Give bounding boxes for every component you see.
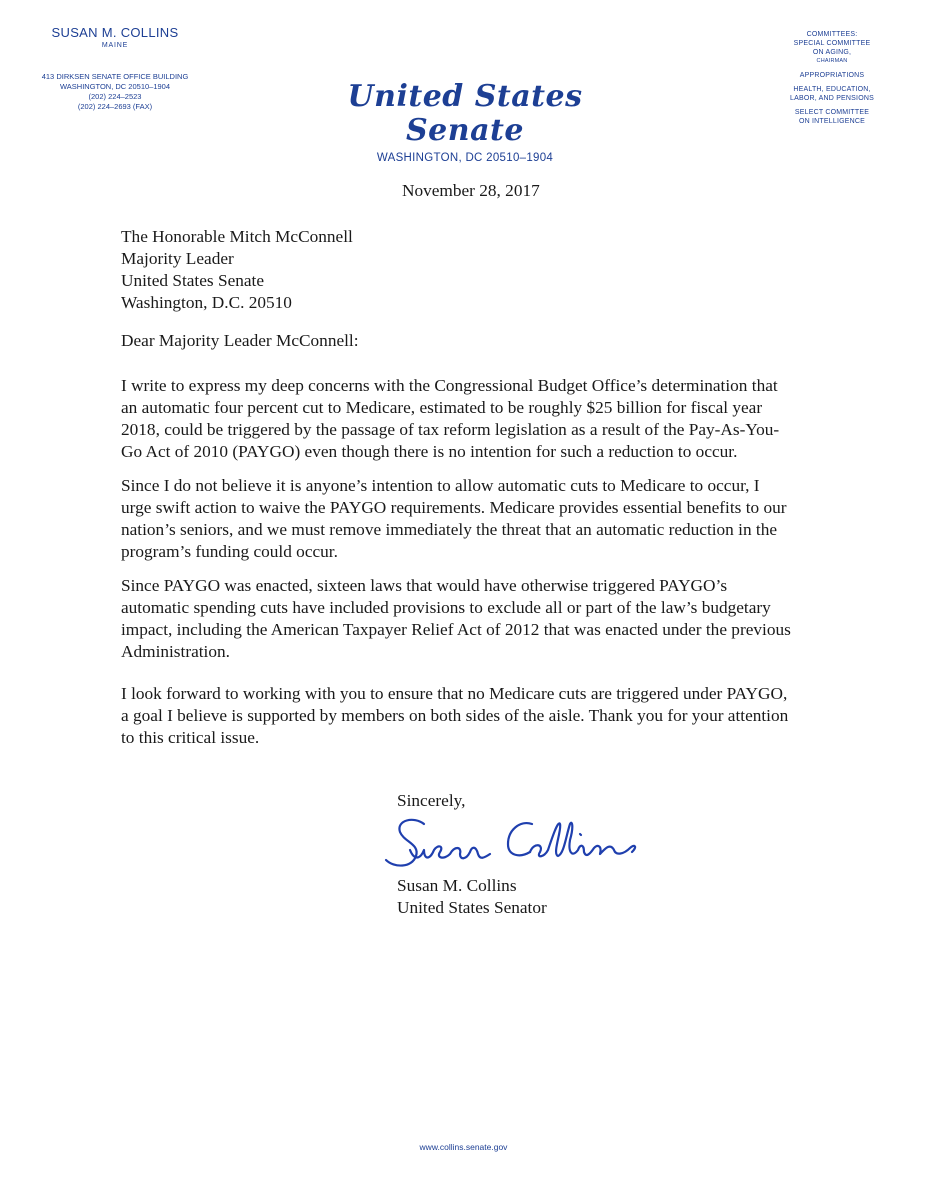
committee-intelligence-group: [777, 108, 887, 126]
committees-heading: COMMITTEES:: [806, 31, 858, 38]
letterhead-senator-block: [30, 25, 200, 112]
paragraph-line: I write to express my deep concerns with the Congressional Budget Office’s determination that: [121, 376, 778, 395]
paragraph-line: automatic spending cuts have included provisions to exclude all or part of the law’s budgetary: [121, 598, 771, 617]
committees-heading-group: [777, 30, 887, 66]
salutation: Dear Majority Leader McConnell:: [121, 331, 359, 350]
senate-masthead-title: United States Senate: [347, 79, 583, 148]
committee-aging-line1: SPECIAL COMMITTEE: [793, 40, 871, 47]
paragraph-line: program’s funding could occur.: [121, 542, 338, 561]
committee-aging-role: CHAIRMAN: [816, 58, 848, 64]
paragraph-line: Since PAYGO was enacted, sixteen laws that would have otherwise triggered PAYGO’s: [121, 576, 728, 595]
paragraph-line: an automatic four percent cut to Medicare, estimated to be roughly $25 billion for fiscal year: [121, 398, 763, 417]
paragraph-line: a goal I believe is supported by members on both sides of the aisle. Thank you for your attention: [121, 706, 789, 725]
closing: Sincerely,: [397, 791, 466, 810]
paragraph-2: [121, 475, 821, 563]
recipient-address: [121, 226, 353, 314]
signer-title: United States Senator: [397, 898, 547, 917]
paragraph-line: 2018, could be triggered by the passage of tax reform legislation as a result of the Pay-As-You-: [121, 420, 780, 439]
committee-help-line2: LABOR, AND PENSIONS: [790, 95, 874, 102]
office-fax: (202) 224–2693 (FAX): [77, 102, 153, 111]
office-address-line1: 413 DIRKSEN SENATE OFFICE BUILDING: [41, 72, 189, 81]
footer-website: www.collins.senate.gov: [419, 1142, 508, 1152]
office-address: [30, 72, 200, 112]
office-address-line2: WASHINGTON, DC 20510–1904: [59, 82, 171, 91]
senator-name: SUSAN M. COLLINS: [51, 25, 179, 40]
committee-help-line1: HEALTH, EDUCATION,: [793, 86, 871, 93]
signer-name: Susan M. Collins: [397, 876, 517, 895]
committee-help-group: [777, 85, 887, 103]
committee-aging-line2: ON AGING,: [812, 49, 852, 56]
recipient-line4: Washington, D.C. 20510: [121, 293, 292, 312]
paragraph-1: [121, 375, 821, 463]
paragraph-line: Go Act of 2010 (PAYGO) even though there is no intention for such a reduction to occur.: [121, 442, 738, 461]
paragraph-line: impact, including the American Taxpayer Relief Act of 2012 that was enacted under the previous: [121, 620, 791, 639]
committees-block: [777, 30, 887, 131]
paragraph-4: [121, 683, 821, 749]
committee-intelligence-line2: ON INTELLIGENCE: [798, 118, 865, 125]
paragraph-line: urge swift action to waive the PAYGO requirements. Medicare provides essential benefits to our: [121, 498, 787, 517]
letterhead-masthead: [300, 80, 630, 164]
committee-intelligence-line1: SELECT COMMITTEE: [794, 109, 870, 116]
recipient-line1: The Honorable Mitch McConnell: [121, 227, 353, 246]
paragraph-line: Administration.: [121, 642, 230, 661]
recipient-line3: United States Senate: [121, 271, 265, 290]
senator-state: MAINE: [101, 42, 129, 49]
signature-block: [397, 875, 547, 919]
committee-appropriations: APPROPRIATIONS: [799, 72, 865, 79]
handwritten-signature: [380, 810, 660, 878]
paragraph-line: I look forward to working with you to ensure that no Medicare cuts are triggered under PAYGO,: [121, 684, 788, 703]
office-phone: (202) 224–2523: [88, 92, 142, 101]
senate-masthead-city: WASHINGTON, DC 20510–1904: [376, 152, 554, 164]
paragraph-line: Since I do not believe it is anyone’s intention to allow automatic cuts to Medicare to occur, I: [121, 476, 760, 495]
letter-date: November 28, 2017: [402, 181, 540, 200]
recipient-line2: Majority Leader: [121, 249, 234, 268]
paragraph-line: nation’s seniors, and we must remove immediately the threat that an automatic reduction in the: [121, 520, 778, 539]
paragraph-3: [121, 575, 821, 663]
paragraph-line: to this critical issue.: [121, 728, 260, 747]
